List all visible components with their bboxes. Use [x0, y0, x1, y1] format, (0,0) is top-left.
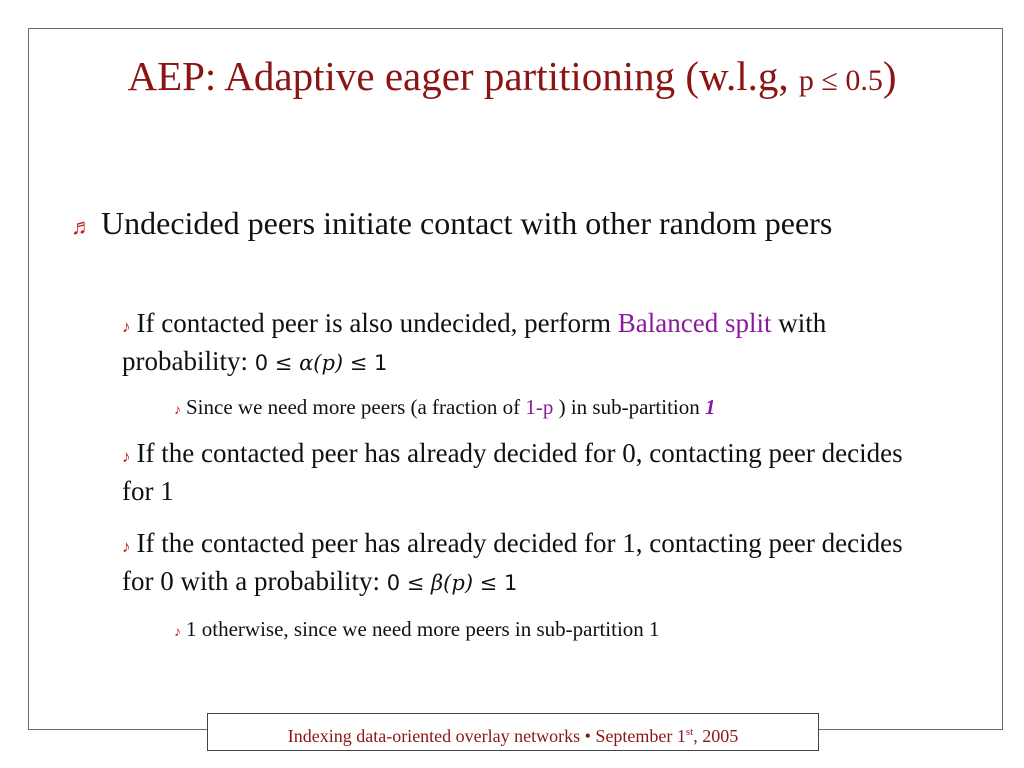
bullet-decided-zero [122, 436, 922, 509]
math-lower-bound: 0 [254, 351, 269, 375]
slide-footer [207, 713, 819, 751]
sub-bullet-fraction [174, 393, 954, 425]
alpha-probability-formula [255, 351, 388, 375]
title-condition: p ≤ 0.5 [798, 64, 883, 97]
music-note-icon: ♪ [122, 537, 131, 556]
bullet-text: If the contacted peer has already decided for 0, contacting peer decides for 1 [122, 438, 903, 506]
bullet-text-pre: Since we need more peers (a fraction of [186, 395, 521, 419]
footer-year: , 2005 [693, 726, 739, 746]
math-beta: ≤ β(p) ≤ [406, 571, 498, 595]
title-close: ) [882, 53, 897, 99]
footer-ordinal: st [685, 726, 694, 738]
math-alpha: ≤ α(p) ≤ [274, 351, 368, 375]
balanced-split-term: Balanced split [617, 308, 772, 338]
bullet-balanced-split [122, 306, 922, 381]
beta-probability-formula [387, 571, 518, 595]
bullet-text-pre: If contacted peer is also undecided, perform [136, 308, 612, 338]
math-lower-bound: 0 [386, 571, 401, 595]
sub-bullet-otherwise [174, 615, 954, 647]
bullet-text-post: ) in sub-partition [558, 395, 700, 419]
music-note-icon: ♪ [174, 403, 181, 418]
math-upper-bound: 1 [374, 351, 388, 375]
sub-partition-number: 1 [705, 395, 716, 419]
music-note-icon: ♪ [174, 625, 181, 640]
slide-title [0, 52, 1024, 100]
bullet-text: If the contacted peer has already decided for 1, contacting peer decides for 0 with a probability: [122, 528, 903, 596]
bullet-undecided-peers [71, 200, 941, 250]
math-upper-bound: 1 [503, 571, 518, 595]
music-note-icon: ♬ [71, 214, 93, 239]
title-main: AEP: Adaptive eager partitioning (w.l.g, [127, 53, 789, 99]
footer-text: Indexing data-oriented overlay networks • September 1 [287, 726, 686, 746]
music-note-icon: ♪ [122, 317, 131, 336]
music-note-icon: ♪ [122, 447, 131, 466]
bullet-text: 1 otherwise, since we need more peers in sub-partition 1 [186, 617, 660, 641]
bullet-decided-one [122, 526, 922, 601]
one-minus-p-term: 1-p [525, 395, 554, 419]
bullet-text: Undecided peers initiate contact with other random peers [101, 205, 833, 241]
bullet-text-post: with probability: [122, 308, 827, 376]
